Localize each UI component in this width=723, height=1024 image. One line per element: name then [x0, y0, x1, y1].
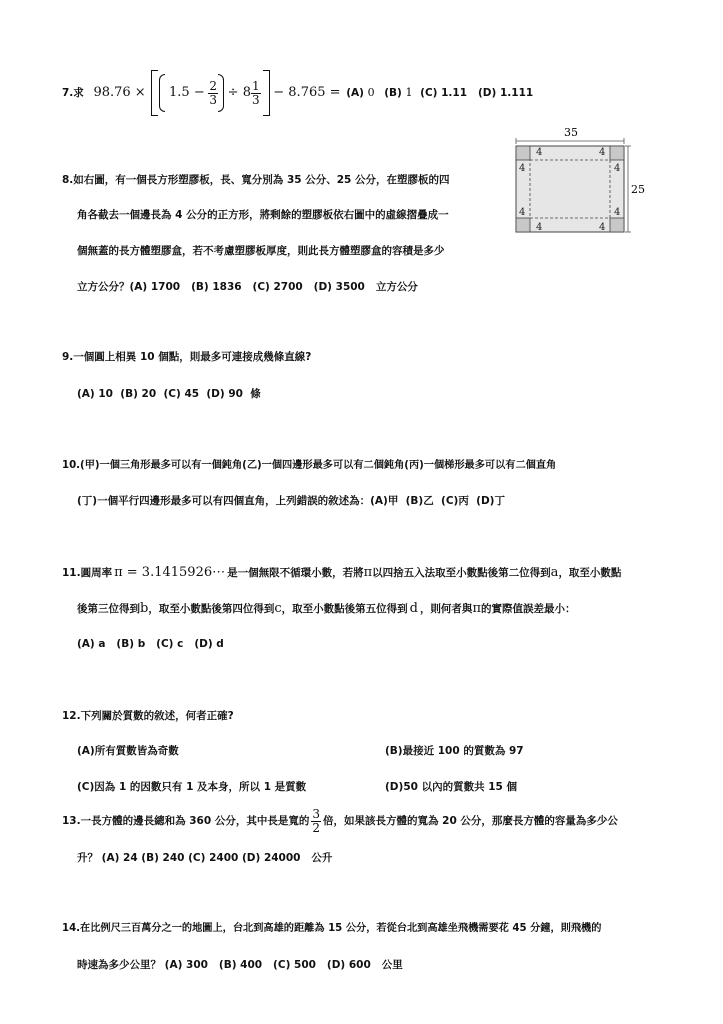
q13-line-2: 升？ (A) 24 (B) 240 (C) 2400 (D) 24000 公升 — [77, 852, 333, 864]
q9-line-1: 9.一個圓上相異 10 個點，則最多可連接成幾條直線? — [62, 351, 312, 363]
q7-inner-bracket-left — [159, 74, 165, 112]
q10-line-2: (丁)一個平行四邊形最多可以有四個直角，上列錯誤的敘述為：(A)甲 (B)乙 (C)丙 (D)丁 — [77, 495, 505, 507]
q7-term-2: ÷ 8 — [227, 85, 251, 100]
corner-label-bl-left: 4 — [519, 207, 526, 218]
corner-label-tl-left: 4 — [519, 163, 526, 174]
q11-l2a: 後第三位得到 — [77, 603, 140, 615]
q9-line-2: (A) 10 (B) 20 (C) 45 (D) 90 條 — [77, 388, 261, 400]
q7-outer-bracket-right — [263, 70, 270, 116]
q11-var-b: b — [140, 601, 149, 616]
corner-square-br — [610, 218, 624, 232]
q11-l1a: 11.圓周率 — [62, 567, 113, 579]
q7-f1-denominator: 3 — [209, 92, 218, 107]
q7-option-b-value: 1 — [405, 86, 413, 99]
corner-square-tr — [610, 146, 624, 160]
corner-label-tr-top: 4 — [599, 147, 606, 158]
q13-l1b: 倍，如果該長方體的寬為 20 公分，那麼長方體的容量為多少公 — [322, 815, 618, 827]
q10-line-1: 10.(甲)一個三角形最多可以有一個鈍角(乙)一個四邊形最多可以有二個鈍角(丙)一個梯形最多可以有二個直角 — [62, 460, 557, 471]
figure-length-label: 35 — [564, 126, 578, 139]
q11-l1c: 以四捨五入法取至小數點後第二位得到 — [372, 567, 551, 579]
corner-label-tr-right: 4 — [614, 163, 621, 174]
q11-var-d: d — [409, 601, 418, 616]
q13-l1a: 13.一長方體的邊長總和為 360 公分，其中長是寬的 — [62, 815, 310, 827]
question-7 — [62, 70, 533, 110]
q11-l1d: ，取至小數點 — [558, 567, 622, 579]
q13-f-numerator: 3 — [312, 806, 320, 821]
q11-pi-expr: π = 3.1415926⋯ — [114, 565, 226, 580]
q11-var-c: c — [274, 601, 282, 616]
q7-f1-numerator: 2 — [209, 78, 218, 93]
q13-f-denominator: 2 — [312, 820, 320, 835]
q11-l1b: 是一個無限不循環小數，若將 — [227, 567, 364, 579]
corner-square-bl — [516, 218, 530, 232]
q7-option-b-label: (B) — [384, 87, 402, 99]
q11-options: (A) a (B) b (C) c (D) d — [77, 638, 224, 650]
q11-pi-2: π — [472, 601, 481, 616]
q7-prefix: 7.求 — [62, 87, 84, 99]
q7-fraction-1 — [208, 80, 218, 107]
q11-l2b: ，取至小數點後第四位得到 — [148, 603, 275, 615]
corner-square-tl — [516, 146, 530, 160]
q12-line-1: 12.下列關於質數的敘述，何者正確? — [62, 710, 234, 722]
q7-f2-numerator: 1 — [251, 78, 260, 93]
q8-line-3: 個無蓋的長方體塑膠盒，若不考慮塑膠板厚度，則此長方體塑膠盒的容積是多少 — [77, 245, 445, 257]
q7-inner-bracket-right — [218, 74, 224, 112]
q13-fraction — [311, 808, 321, 835]
box-net-figure — [512, 126, 645, 238]
q7-options-c-d: (C) 1.11 (D) 1.111 — [420, 87, 534, 99]
q7-expr-lead: 98.76 × — [93, 85, 146, 100]
q7-term-3: − 8.765 = — [273, 85, 341, 100]
q12-option-c: (C)因為 1 的因數只有 1 及本身，所以 1 是質數 — [77, 781, 307, 793]
q11-pi: π — [363, 565, 373, 580]
q7-option-a-label: (A) — [346, 87, 364, 99]
q11-l2c: ，取至小數點後第五位得到 — [281, 603, 408, 615]
q11-line-1 — [62, 566, 621, 580]
q12-option-d: (D)50 以內的質數共 15 個 — [385, 781, 518, 793]
q12-option-b: (B)最接近 100 的質數為 97 — [385, 745, 524, 757]
q8-line-4: 立方公分？(A) 1700 (B) 1836 (C) 2700 (D) 3500 立方公分 — [77, 281, 418, 293]
q12-option-a: (A)所有質數皆為奇數 — [77, 745, 179, 757]
q7-term-1: 1.5 − — [169, 85, 205, 100]
q8-line-1: 8.如右圖，有一個長方形塑膠板，長、寬分別為 35 公分、25 公分，在塑膠板的四 — [62, 174, 450, 186]
corner-label-br-bottom: 4 — [599, 222, 606, 233]
q7-option-a-value: 0 — [367, 86, 375, 99]
plastic-sheet — [516, 146, 624, 232]
corner-label-br-right: 4 — [614, 207, 621, 218]
corner-label-bl-bottom: 4 — [536, 222, 543, 233]
q7-outer-bracket-left — [151, 70, 158, 116]
figure-width-label: 25 — [631, 183, 645, 196]
q11-var-a: a — [550, 565, 559, 580]
q7-f2-denominator: 3 — [251, 92, 260, 107]
q11-l2d: ，則何者與 — [419, 603, 473, 615]
corner-label-tl-top: 4 — [536, 147, 543, 158]
q13-line-1 — [62, 806, 618, 836]
q14-line-1: 14.在比例尺三百萬分之一的地圖上，台北到高雄的距離為 15 公分，若從台北到高雄坐飛機需要花 45 分鐘，則飛機的 — [62, 923, 602, 934]
q8-line-2: 角各截去一個邊長為 4 公分的正方形，將剩餘的塑膠板依右圖中的虛線摺疊成一 — [77, 209, 449, 221]
q7-fraction-2 — [251, 80, 261, 107]
q14-line-2: 時速為多少公里？ (A) 300 (B) 400 (C) 500 (D) 600 公里 — [77, 959, 403, 971]
q11-line-2 — [77, 602, 575, 616]
q11-l2e: 的實際值誤差最小： — [480, 603, 576, 615]
